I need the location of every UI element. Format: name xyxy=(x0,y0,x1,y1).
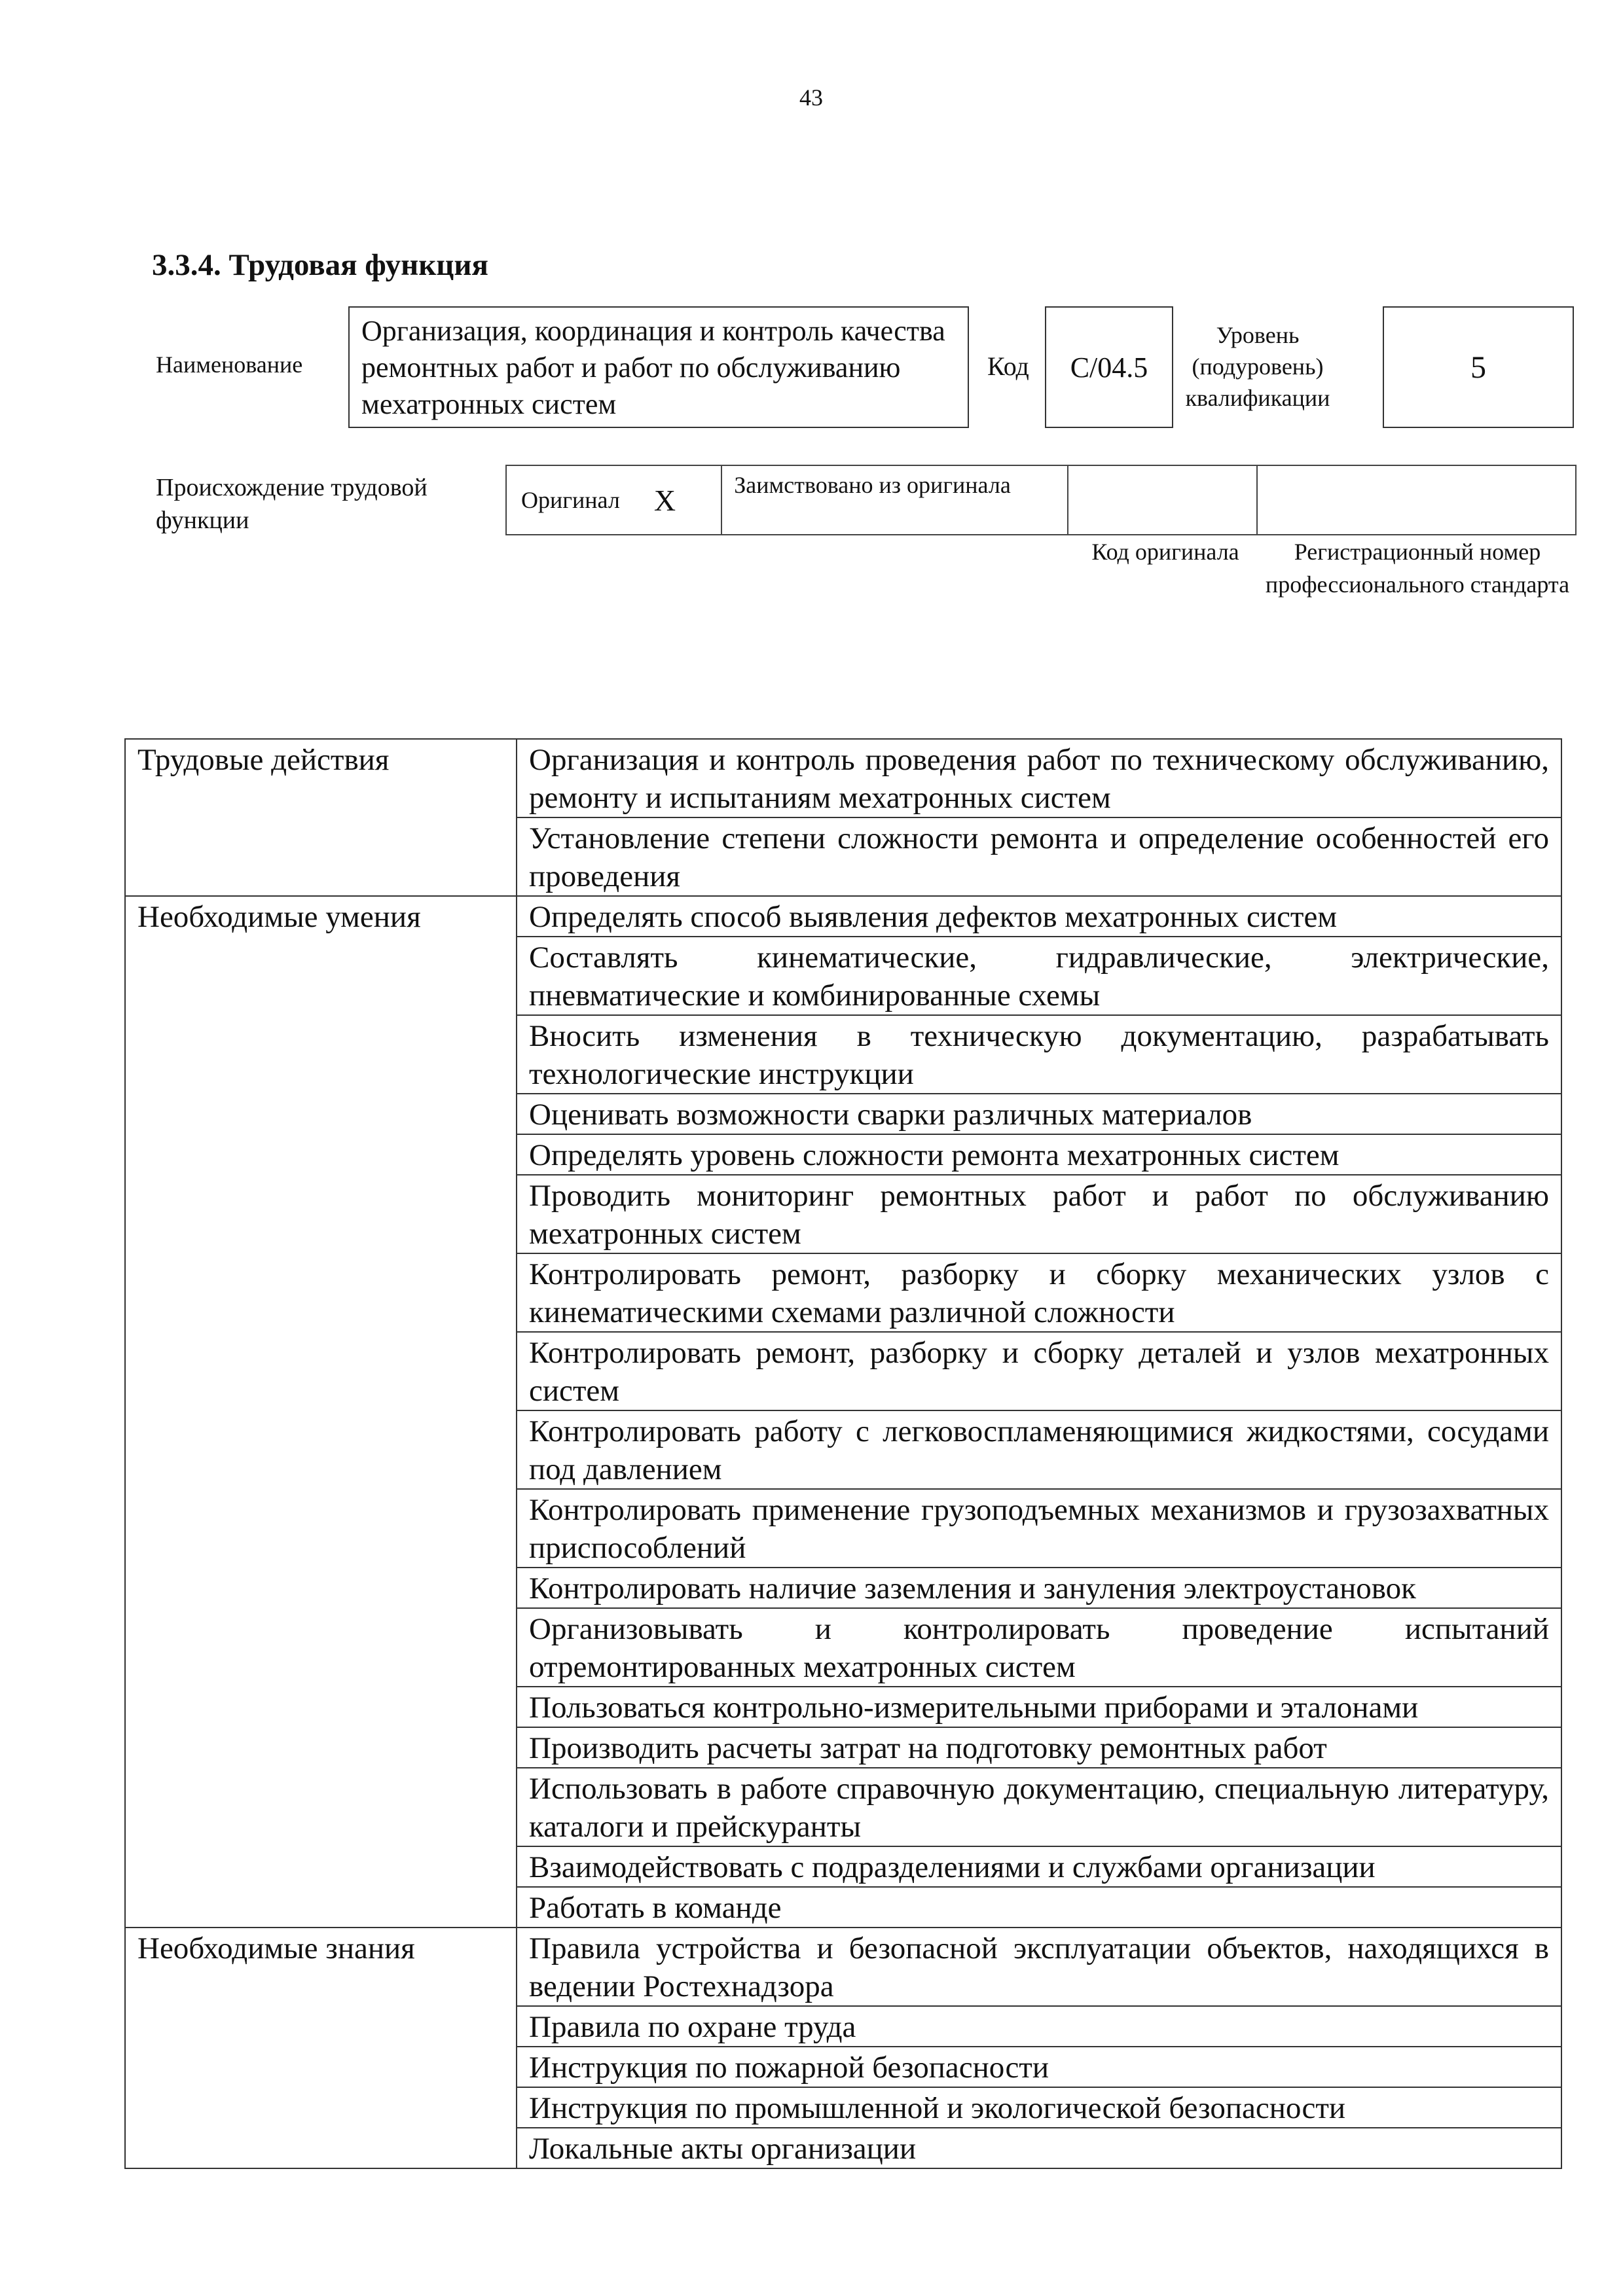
function-name-value: Организация, координация и контроль качества ремонтных работ и работ по обслуживанию мехатронных систем xyxy=(361,315,945,420)
code-box xyxy=(1045,306,1173,428)
section-item: Инструкция по промышленной и экологической безопасности xyxy=(517,2087,1561,2128)
reg-number-caption: Регистрационный номер профессионального стандарта xyxy=(1265,539,1570,598)
original-label: Оригинал xyxy=(521,487,620,513)
code-original-cell xyxy=(1068,466,1258,534)
original-mark: X xyxy=(653,483,676,517)
section-item: Правила по охране труда xyxy=(517,2006,1561,2047)
section-item: Инструкция по пожарной безопасности xyxy=(517,2047,1561,2087)
origin-label: Происхождение трудовой функции xyxy=(156,474,428,534)
section-item: Правила устройства и безопасной эксплуатации объектов, находящихся в ведении Ростехнадзора xyxy=(517,1928,1561,2006)
code-value: С/04.5 xyxy=(1070,351,1148,384)
section-item: Оценивать возможности сварки различных материалов xyxy=(517,1094,1561,1134)
section-item: Контролировать ремонт, разборку и сборку деталей и узлов мехатронных систем xyxy=(517,1332,1561,1410)
qualification-level-box xyxy=(1383,306,1574,428)
name-label: Наименование xyxy=(156,351,303,378)
table-row xyxy=(125,1928,1561,2006)
page-number: 43 xyxy=(799,84,823,111)
table-row xyxy=(125,739,1561,817)
section-item: Организация и контроль проведения работ по техническому обслуживанию, ремонту и испытаниям мехатронных систем xyxy=(517,739,1561,817)
section-item: Определять уровень сложности ремонта мехатронных систем xyxy=(517,1134,1561,1175)
section-item: Контролировать применение грузоподъемных механизмов и грузозахватных приспособлений xyxy=(517,1489,1561,1568)
section-category: Трудовые действия xyxy=(125,739,517,896)
section-item: Контролировать ремонт, разборку и сборку механических узлов с кинематическими схемами различной сложности xyxy=(517,1253,1561,1332)
section-category: Необходимые знания xyxy=(125,1928,517,2168)
code-label: Код xyxy=(987,351,1029,381)
section-item: Локальные акты организации xyxy=(517,2128,1561,2168)
qualification-level-label: Уровень (подуровень) квалификации xyxy=(1185,322,1330,411)
origin-row xyxy=(505,465,1577,535)
section-title: 3.3.4. Трудовая функция xyxy=(152,248,488,282)
section-item: Пользоваться контрольно-измерительными приборами и эталонами xyxy=(517,1687,1561,1727)
origin-original-cell xyxy=(507,466,722,534)
section-item: Проводить мониторинг ремонтных работ и работ по обслуживанию мехатронных систем xyxy=(517,1175,1561,1253)
section-item: Взаимодействовать с подразделениями и службами организации xyxy=(517,1846,1561,1887)
section-item: Вносить изменения в техническую документацию, разрабатывать технологические инструкции xyxy=(517,1015,1561,1094)
table-row xyxy=(125,896,1561,937)
reg-number-cell xyxy=(1258,466,1575,534)
section-item: Контролировать наличие заземления и зануления электроустановок xyxy=(517,1568,1561,1608)
section-item: Организовывать и контролировать проведение испытаний отремонтированных мехатронных систем xyxy=(517,1608,1561,1687)
section-item: Составлять кинематические, гидравлические, электрические, пневматические и комбинированные схемы xyxy=(517,937,1561,1015)
section-item: Контролировать работу с легковоспламеняющимися жидкостями, сосудами под давлением xyxy=(517,1410,1561,1489)
function-name-box xyxy=(348,306,969,428)
qualification-level-value: 5 xyxy=(1470,350,1486,385)
section-item: Использовать в работе справочную документацию, специальную литературу, каталоги и прейскуранты xyxy=(517,1768,1561,1846)
section-item: Установление степени сложности ремонта и определение особенностей его проведения xyxy=(517,817,1561,896)
function-details-table xyxy=(124,738,1562,2169)
code-original-caption: Код оригинала xyxy=(1091,539,1239,565)
section-category: Необходимые умения xyxy=(125,896,517,1928)
section-item: Производить расчеты затрат на подготовку ремонтных работ xyxy=(517,1727,1561,1768)
section-item: Определять способ выявления дефектов мехатронных систем xyxy=(517,896,1561,937)
borrowed-label: Заимствовано из оригинала xyxy=(734,472,1011,498)
origin-borrowed-cell xyxy=(722,466,1068,534)
section-item: Работать в команде xyxy=(517,1887,1561,1928)
